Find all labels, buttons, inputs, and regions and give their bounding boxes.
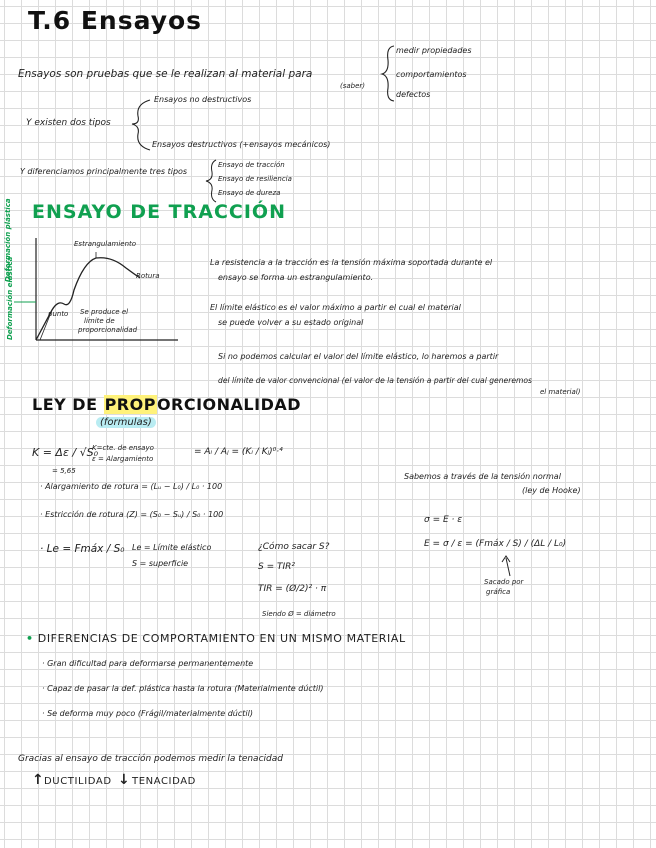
traccion-note: ensayo se forma un estrangulamiento. xyxy=(218,273,374,282)
down-arrow-icon: ↓ xyxy=(118,772,130,788)
sacado-label: Sacado por xyxy=(484,578,524,586)
k-definition: ε = Alargamiento xyxy=(92,455,154,463)
main-item: Ensayo de tracción xyxy=(218,161,285,169)
label-limite-2: límite de xyxy=(84,317,115,325)
label-limite-3: proporcionalidad xyxy=(78,326,138,334)
formulas-tag: (formulas) xyxy=(96,417,156,428)
siendo-diametro: Siendo Ø = diámetro xyxy=(262,610,336,618)
k-definition: K=cte. de ensayo xyxy=(92,444,154,452)
axis-label-plastic: Deformación plástica xyxy=(4,198,12,282)
diferencias-item: · Capaz de pasar la def. plástica hasta la rotura (Materialmente dúctil) xyxy=(42,684,324,693)
young-formula: E = σ / ε = (Fmáx / S) / (ΔL / L₀) xyxy=(424,539,567,549)
page-title: T.6 Ensayos xyxy=(28,6,203,35)
purpose-item: comportamientos xyxy=(396,70,467,79)
traccion-note: Si no podemos calcular el valor del límite elástico, lo haremos a partir xyxy=(218,352,499,361)
diferencias-item: · Gran dificultad para deformarse permanentemente xyxy=(42,659,254,668)
traccion-note: La resistencia a la tracción es la tensión máxima soportada durante el xyxy=(210,258,493,267)
tenacidad-label: TENACIDAD xyxy=(132,776,196,787)
sabemos-line: Sabemos a través de la tensión normal xyxy=(404,472,561,481)
diferencias-heading: • DIFERENCIAS DE COMPORTAMIENTO EN UN MISMO MATERIAL xyxy=(26,632,406,645)
sabemos-line: (ley de Hooke) xyxy=(522,486,581,495)
intro-paren: (saber) xyxy=(340,82,366,90)
alargamiento-formula: · Alargamiento de rotura = (Lᵤ − L₀) / L₀ · 100 xyxy=(40,482,223,491)
tir-formula: TIR = (Ø/2)² · π xyxy=(258,584,327,594)
up-arrow-icon: ↑ xyxy=(32,772,44,788)
type-no-destructive: Ensayos no destructivos xyxy=(154,95,252,104)
ratio-formula: = Aᵢ / Aⱼ = (Kᵢ / Kⱼ)⁰·⁴ xyxy=(194,447,283,457)
estriccion-formula: · Estricción de rotura (Z) = (S₀ − Sᵤ) / S₀ · 100 xyxy=(40,510,224,519)
k-value: = 5,65 xyxy=(52,467,76,475)
label-estrangulamiento: Estrangulamiento xyxy=(74,240,137,248)
le-definition: Le = Límite elástico xyxy=(132,543,212,552)
intro-line: Ensayos son pruebas que se le realizan al material para xyxy=(18,68,313,80)
label-limite-1: Se produce el xyxy=(80,308,129,316)
como-sacar: ¿Cómo sacar S? xyxy=(258,542,330,552)
k-formula: K = Δε / √S₀ xyxy=(32,446,98,459)
traccion-note: El límite elástico es el valor máximo a partir el cual el material xyxy=(210,303,461,312)
types-lead: Y existen dos tipos xyxy=(26,118,111,128)
diferencias-item: · Se deforma muy poco (Frágil/materialmente dúctil) xyxy=(42,709,253,718)
le-formula: · Le = Fmáx / S₀ xyxy=(40,543,125,555)
traccion-note: el material) xyxy=(540,388,581,396)
main-item: Ensayo de dureza xyxy=(218,189,281,197)
sacado-label: gráfica xyxy=(486,588,511,596)
ductilidad-label: DUCTILIDAD xyxy=(44,776,112,787)
traccion-heading: ENSAYO DE TRACCIÓN xyxy=(32,201,286,223)
footer-line: Gracias al ensayo de tracción podemos medir la tenacidad xyxy=(18,754,283,764)
purpose-item: medir propiedades xyxy=(396,46,472,55)
label-rotura: Rotura xyxy=(136,272,160,280)
purpose-item: defectos xyxy=(396,90,431,99)
traccion-note: se puede volver a su estado original xyxy=(218,318,364,327)
hooke-formula: σ = E · ε xyxy=(424,515,463,525)
main-lead: Y diferenciamos principalmente tres tipos xyxy=(20,167,188,176)
axis-label-elastic: Deformación elástica xyxy=(6,256,14,340)
main-item: Ensayo de resiliencia xyxy=(218,175,292,183)
s-formula: S = TIR² xyxy=(258,562,295,572)
traccion-note: del límite de valor convencional (el valor de la tensión a partir del cual generemos xyxy=(218,376,533,385)
label-punto: punto xyxy=(48,310,69,318)
ley-heading: LEY DE PROPORCIONALIDAD xyxy=(32,395,302,414)
type-destructive: Ensayos destructivos (+ensayos mecánicos) xyxy=(152,140,331,149)
le-definition: S = superficie xyxy=(132,559,189,568)
